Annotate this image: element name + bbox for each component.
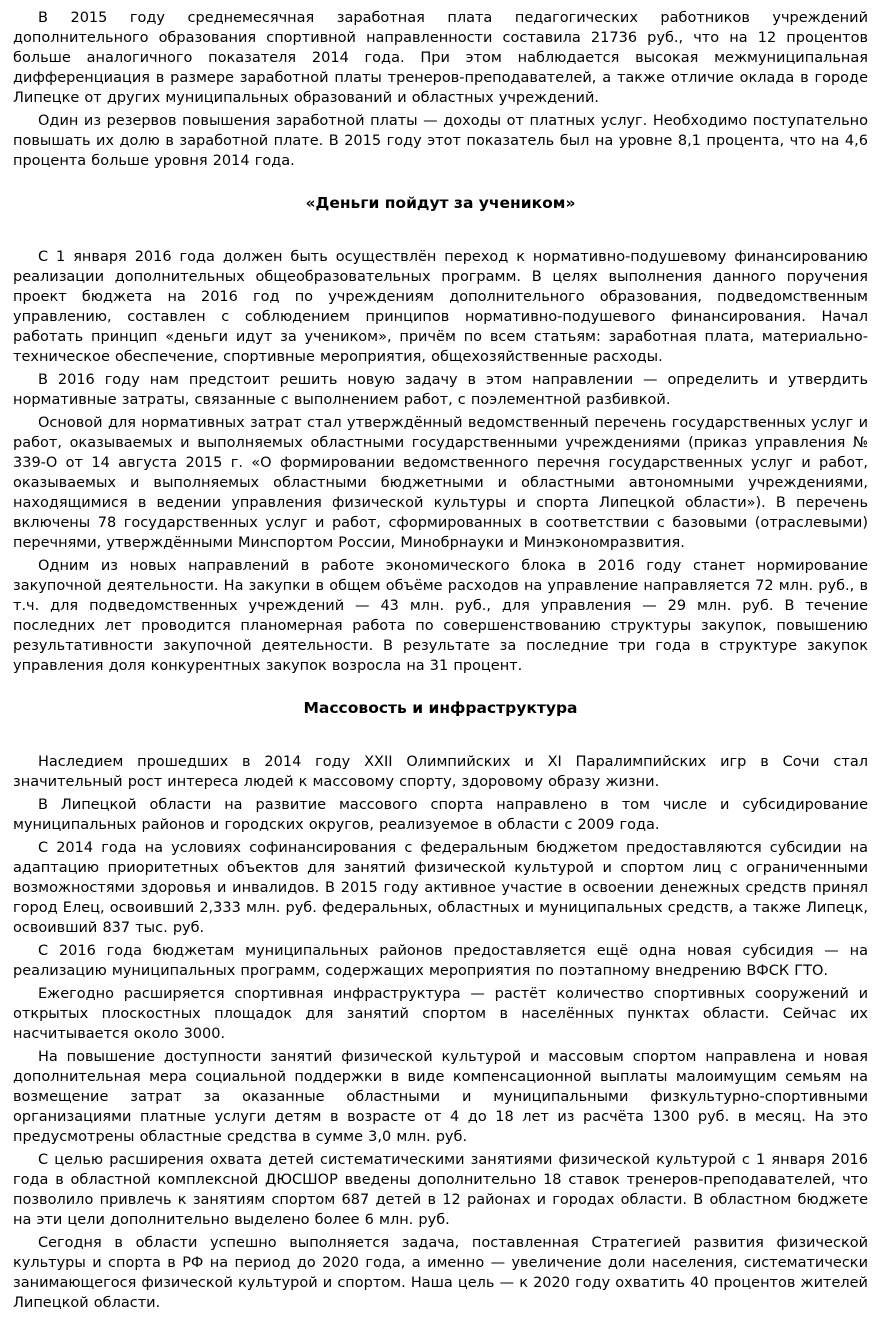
section-heading-mass-infrastructure: Массовость и инфраструктура [303, 699, 578, 717]
paragraph-strategy-2020: Сегодня в области успешно выполняется задача, поставленная Стратегией развития физической культуры и спорта в РФ на период до 2020 года, а именно — увеличение доли населения, систематически занимающегося физической культурой и спортом. Наша цель — к 2020 году охватить 40 процентов жителей Липецкой области. [13, 1235, 868, 1311]
paragraph-sochi-legacy: Наследием прошедших в 2014 году XXII Олимпийских и XI Паралимпийских игр в Сочи стал значительный рост интереса людей к массовому спорту, здоровому образу жизни. [13, 754, 868, 790]
paragraph-sports-infrastructure-growth: Ежегодно расширяется спортивная инфраструктура — растёт количество спортивных сооружений и открытых плоскостных площадок для занятий спортом в населённых пунктах области. Сейчас их насчитывается около 3000. [13, 986, 868, 1042]
paragraph-salary-2015: В 2015 году среднемесячная заработная плата педагогических работников учреждений дополнительного образования спортивной направленности составила 21736 руб., что на 12 процентов больше аналогичного показателя 2014 года. При этом наблюдается высокая межмуниципальная дифференциация в размере заработной платы тренеров-преподавателей, а также отличие оклада в городе Липецке от других муниципальных образований и областных учреждений. [13, 10, 868, 106]
paragraph-per-capita-financing: С 1 января 2016 года должен быть осуществлён переход к нормативно-подушевому финансированию реализации дополнительных общеобразовательных программ. В целях выполнения данного поручения проект бюджета на 2016 год по учреждениям дополнительного образования, подведомственным управлению, составлен с соблюдением принципов нормативно-подушевого финансирования. Начал работать принцип «деньги идут за учеником», причём по всем статьям: заработная плата, материально-техническое обеспечение, спортивные мероприятия, общехозяйственные расходы. [13, 249, 868, 365]
section-heading-money-follows-student: «Деньги пойдут за учеником» [305, 194, 576, 212]
paragraph-dyusshor-coaches: С целью расширения охвата детей систематическими занятиями физической культурой с 1 января 2016 года в областной комплексной ДЮСШОР введены дополнительно 18 ставок тренеров-преподавателей, что позволило привлечь к занятиям спортом 687 детей в 12 районах и городах области. В областном бюджете на эти цели дополнительно выделено более 6 млн. руб. [13, 1152, 868, 1228]
paragraph-gto-subsidy: С 2016 года бюджетам муниципальных районов предоставляется ещё одна новая субсидия — на реализацию муниципальных программ, содержащих мероприятия по поэтапному внедрению ВФСК ГТО. [13, 943, 868, 979]
paragraph-services-register: Основой для нормативных затрат стал утверждённый ведомственный перечень государственных услуг и работ, оказываемых и выполняемых областными государственными учреждениями (приказ управления № 339-О от 14 августа 2015 г. «О формировании ведомственного перечня государственных услуг и работ, оказываемых и выполняемых областными бюджетными и областными автономными учреждениями, находящимися в ведении управления физической культуры и спорта Липецкой области»). В перечень включены 78 государственных услуг и работ, сформированных в соответствии с базовыми (отраслевыми) перечнями, утверждёнными Минспортом России, Минобрнауки и Минэкономразвития. [13, 415, 868, 551]
paragraph-normative-costs-task: В 2016 году нам предстоит решить новую задачу в этом направлении — определить и утвердить нормативные затраты, связанные с выполнением работ, с поэлементной разбивкой. [13, 372, 868, 408]
paragraph-procurement-normalization: Одним из новых направлений в работе экономического блока в 2016 году станет нормирование закупочной деятельности. На закупки в общем объёме расходов на управление направляется 72 млн. руб., в т.ч. для подведомственных учреждений — 43 млн. руб., для управления — 29 млн. руб. В течение последних лет проводится планомерная работа по совершенствованию структуры закупок, повышению результативности закупочной деятельности. В результате за последние три года в структуре закупок управления доля конкурентных закупок возросла на 31 процент. [13, 558, 868, 674]
paragraph-cofinancing-adaptation: С 2014 года на условиях софинансирования с федеральным бюджетом предоставляются субсидии на адаптацию приоритетных объектов для занятий физической культурой и спортом лиц с ограниченными возможностями здоровья и инвалидов. В 2015 году активное участие в освоении денежных средств принял город Елец, освоивший 2,333 млн. руб. федеральных, областных и муниципальных средств, а также Липецк, освоивший 837 тыс. руб. [13, 840, 868, 936]
paragraph-municipal-subsidies: В Липецкой области на развитие массового спорта направлено в том числе и субсидирование муниципальных районов и городских округов, реализуемое в области с 2009 года. [13, 797, 868, 833]
paragraph-compensation-payments: На повышение доступности занятий физической культурой и массовым спортом направлена и новая дополнительная мера социальной поддержки в виде компенсационной выплаты малоимущим семьям на возмещение затрат за оказанные областными и муниципальными физкультурно-спортивными организациями платные услуги детям в возрасте от 4 до 18 лет из расчёта 1300 руб. в месяц. На это предусмотрены областные средства в сумме 3,0 млн. руб. [13, 1049, 868, 1145]
paragraph-paid-services-reserve: Один из резервов повышения заработной платы — доходы от платных услуг. Необходимо поступательно повышать их долю в заработной плате. В 2015 году этот показатель был на уровне 8,1 процента, что на 4,6 процента больше уровня 2014 года. [13, 113, 868, 169]
